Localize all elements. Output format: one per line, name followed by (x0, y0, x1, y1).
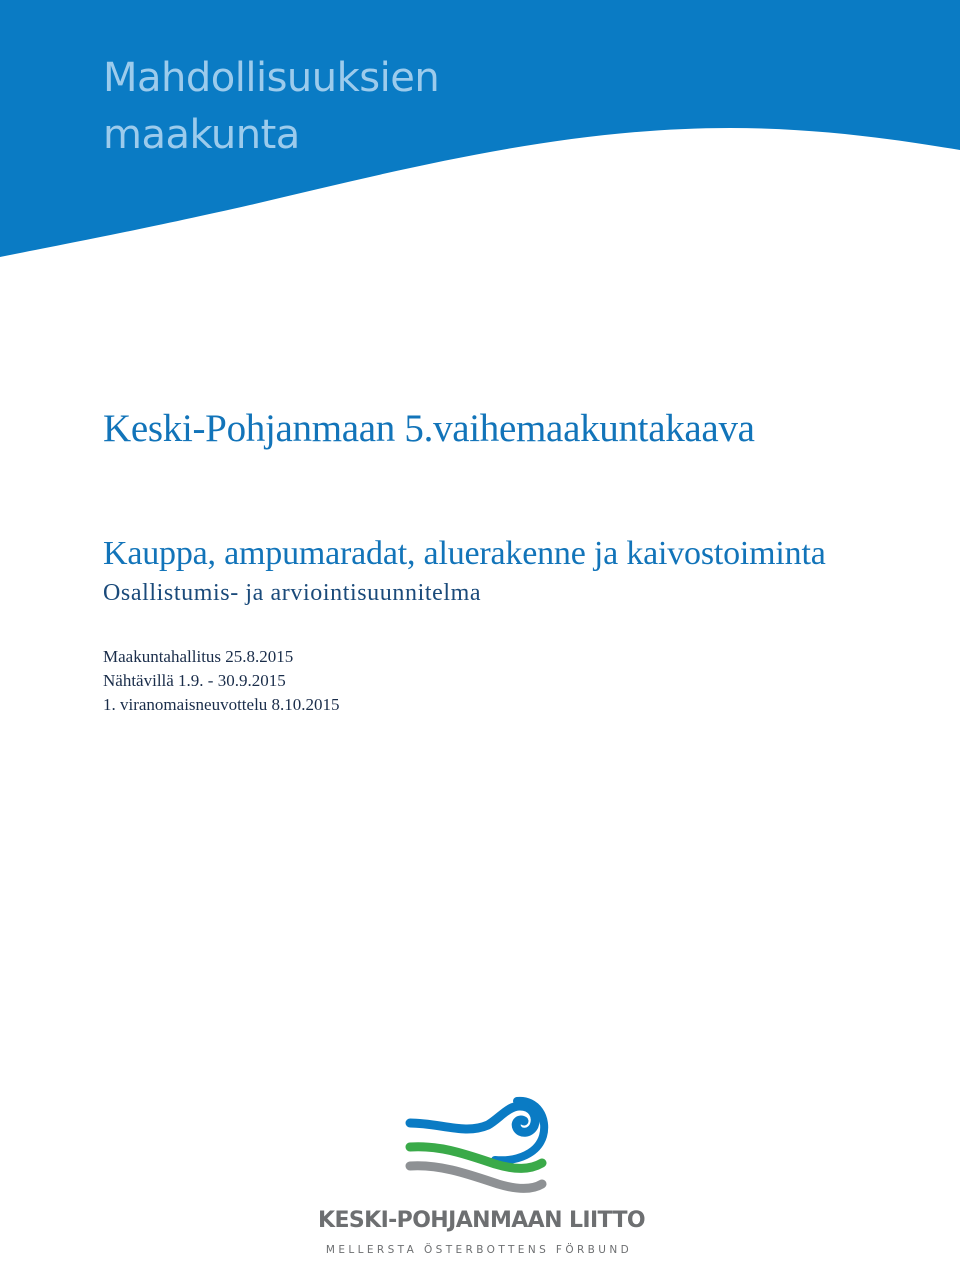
banner-title-line1: Mahdollisuuksien (103, 55, 440, 101)
logo-subname: MELLERSTA ÖSTERBOTTENS FÖRBUND (325, 1244, 633, 1256)
date-list (103, 645, 340, 717)
logo-name: KESKI-POHJANMAAN LIITTO (318, 1208, 645, 1233)
document-subtitle: Kauppa, ampumaradat, aluerakenne ja kaivostoiminta (103, 535, 826, 572)
date-item-board: Maakuntahallitus 25.8.2015 (103, 647, 294, 666)
date-item-consultation: 1. viranomaisneuvottelu 8.10.2015 (103, 695, 340, 714)
document-title: Keski-Pohjanmaan 5.vaihemaakuntakaava (103, 407, 755, 450)
date-item-display: Nähtävillä 1.9. - 30.9.2015 (103, 671, 286, 690)
banner-title-line2: maakunta (103, 112, 300, 158)
banner-title (103, 50, 439, 164)
document-type: Osallistumis- ja arviointisuunnitelma (103, 580, 482, 606)
logo-wave-icon (400, 1090, 550, 1200)
